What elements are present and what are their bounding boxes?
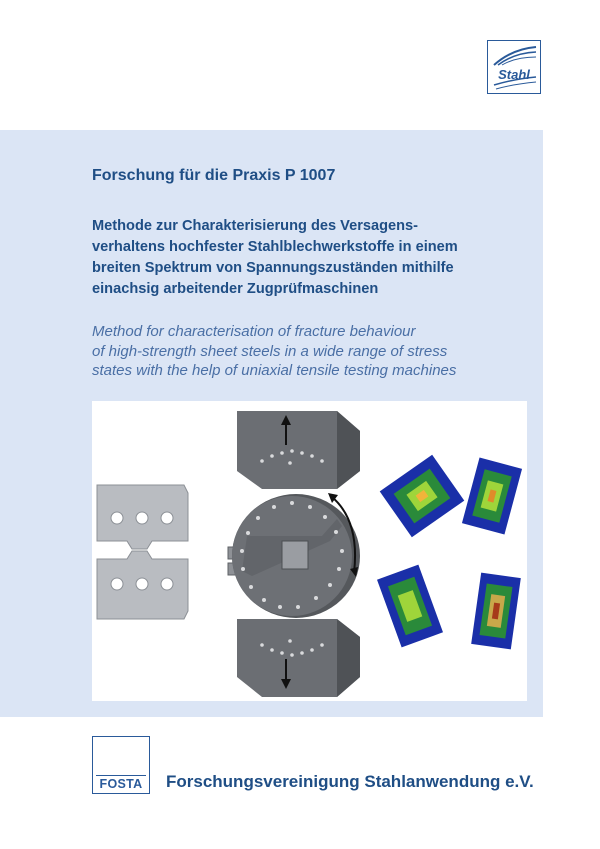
german-title (92, 216, 532, 300)
fosta-logo (92, 736, 150, 794)
english-title-line: Method for characterisation of fracture behaviour (92, 323, 416, 340)
fosta-logo-text: FOSTA (99, 777, 143, 791)
cover-illustration (92, 401, 527, 701)
specimen-plates (97, 485, 188, 619)
organization-name: Forschungsvereinigung Stahlanwendung e.V. (166, 772, 534, 791)
english-title-line: states with the help of uniaxial tensile testing machines (92, 362, 457, 379)
english-title-line: of high-strength sheet steels in a wide range of stress (92, 342, 448, 360)
english-title (92, 322, 537, 381)
rotating-disc (232, 493, 360, 618)
german-title-line: einachsig arbeitender Zugprüfmaschinen (92, 281, 379, 297)
series-label: Forschung für die Praxis P 1007 (92, 167, 336, 184)
stahl-logo-text: Stahl (498, 67, 530, 82)
lower-grip (237, 619, 360, 697)
german-title-line: breiten Spektrum von Spannungszuständen mithilfe (92, 260, 454, 276)
testing-apparatus-illustration (92, 401, 527, 701)
stahl-logo (487, 40, 541, 94)
german-title-line: verhaltens hochfester Stahlblechwerkstoffe in einem (92, 239, 458, 255)
fosta-logo-rule (96, 775, 146, 776)
fe-simulation-specimens (377, 455, 522, 650)
german-title-line: Methode zur Charakterisierung des Versagens- (92, 218, 419, 234)
upper-grip (237, 411, 360, 489)
